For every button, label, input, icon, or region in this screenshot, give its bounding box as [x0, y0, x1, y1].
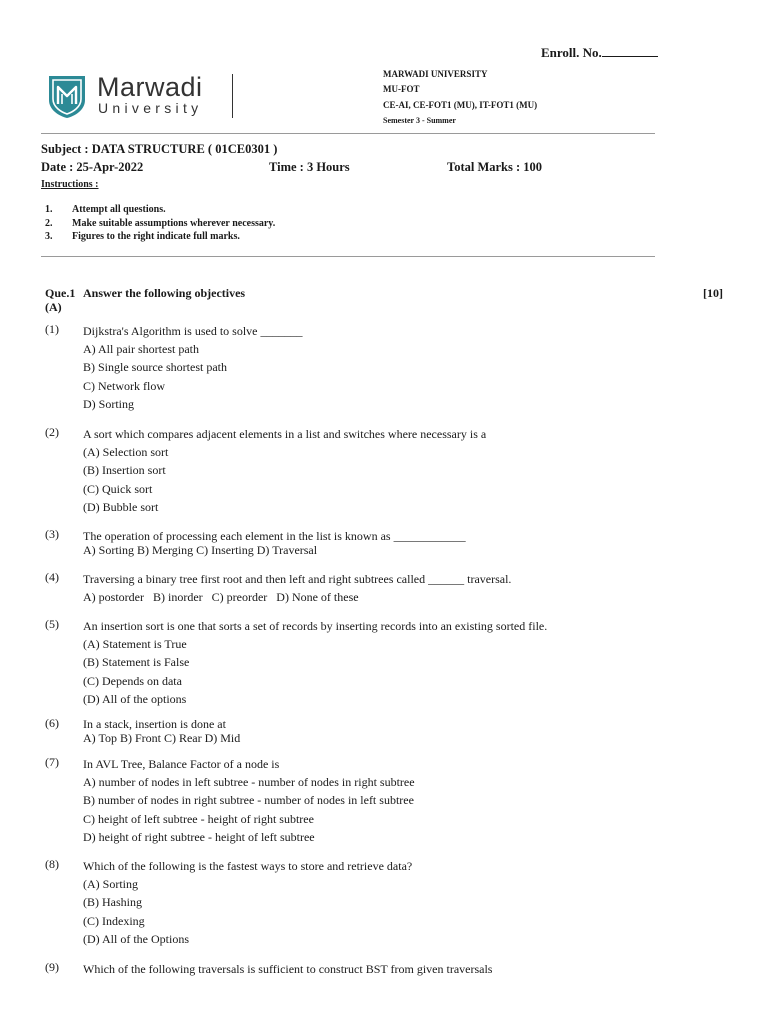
enroll-number-field: [541, 44, 658, 61]
uni-info-line: MARWADI UNIVERSITY: [383, 69, 488, 79]
question-text: Which of the following traversals is sufficient to construct BST from given traversals: [83, 962, 493, 976]
question-item: [83, 617, 547, 708]
question-number: (9): [45, 960, 59, 974]
question-item: [83, 530, 466, 557]
option: A) Top B) Front C) Rear D) Mid: [83, 730, 241, 745]
question-item: [83, 960, 492, 978]
question-number: (8): [45, 857, 59, 871]
logo-name: Marwadi: [97, 72, 203, 102]
enroll-blank-line: [602, 44, 658, 57]
divider: [41, 133, 655, 134]
instructions-title: Instructions :: [41, 179, 99, 190]
question-item: [83, 570, 511, 606]
option: A) Sorting B) Merging C) Inserting D) Traversal: [83, 542, 318, 557]
option: C) height of left subtree - height of right subtree: [83, 811, 314, 826]
instruction-item: 3. Figures to the right indicate full marks.: [45, 231, 240, 242]
question-text: An insertion sort is one that sorts a set of records by inserting records into an existing sorted file.: [83, 619, 548, 633]
option: B) Single source shortest path: [83, 360, 227, 375]
question-number: (2): [45, 425, 59, 439]
exam-time: Time : 3 Hours: [269, 160, 350, 174]
university-logo: [47, 72, 247, 122]
question-group-label: Que.1 (A): [45, 286, 76, 314]
option: (D) All of the options: [83, 691, 187, 706]
question-group-marks: [10]: [703, 286, 723, 300]
option: (A) Sorting: [83, 877, 138, 892]
shield-icon: [47, 74, 87, 119]
logo-subtitle: University: [98, 100, 203, 116]
option: (D) Bubble sort: [83, 499, 159, 514]
instructions-list: [45, 203, 275, 244]
option: D) Sorting: [83, 396, 134, 411]
option: (B) Insertion sort: [83, 463, 166, 478]
question-text: The operation of processing each element in the list is known as ____________: [83, 529, 466, 543]
enroll-label: Enroll. No.: [541, 45, 602, 60]
option: (B) Hashing: [83, 895, 142, 910]
option: A) All pair shortest path: [83, 342, 199, 357]
option: (D) All of the Options: [83, 931, 189, 946]
option: (C) Depends on data: [83, 673, 182, 688]
uni-info-line: MU-FOT: [383, 84, 420, 95]
option: A) number of nodes in left subtree - number of nodes in right subtree: [83, 775, 415, 790]
question-text: Traversing a binary tree first root and then left and right subtrees called ______ traversal.: [83, 572, 512, 586]
question-item: [83, 718, 240, 745]
option: (A) Selection sort: [83, 445, 169, 460]
instruction-item: 1. Attempt all questions.: [45, 204, 166, 215]
question-group-title: Answer the following objectives: [83, 286, 246, 300]
logo-divider: [232, 74, 233, 118]
question-item: [83, 755, 415, 846]
uni-info-line: Semester 3 - Summer: [383, 116, 456, 126]
question-text: Dijkstra's Algorithm is used to solve _______: [83, 324, 303, 338]
question-number: (5): [45, 617, 59, 631]
question-number: (7): [45, 755, 59, 769]
question-text: A sort which compares adjacent elements in a list and switches where necessary is a: [83, 427, 487, 441]
option: A) postorder B) inorder C) preorder D) None of these: [83, 590, 359, 605]
option: B) number of nodes in right subtree - number of nodes in left subtree: [83, 793, 414, 808]
university-info: [383, 67, 537, 129]
option: (B) Statement is False: [83, 655, 190, 670]
question-item: [83, 425, 486, 516]
option: (C) Indexing: [83, 913, 145, 928]
question-text: Which of the following is the fastest ways to store and retrieve data?: [83, 859, 413, 873]
question-number: (6): [45, 716, 59, 730]
option: (A) Statement is True: [83, 637, 187, 652]
instruction-item: 2. Make suitable assumptions wherever necessary.: [45, 217, 276, 229]
question-number: (4): [45, 570, 59, 584]
exam-date: Date : 25-Apr-2022: [41, 160, 144, 174]
total-marks: Total Marks : 100: [447, 160, 543, 174]
subject-line: Subject : DATA STRUCTURE ( 01CE0301 ): [41, 142, 278, 156]
question-text: In AVL Tree, Balance Factor of a node is: [83, 757, 280, 771]
question-number: (1): [45, 322, 59, 336]
option: (C) Quick sort: [83, 481, 153, 496]
question-text: In a stack, insertion is done at: [83, 717, 226, 731]
question-item: [83, 322, 303, 413]
option: D) height of right subtree - height of left subtree: [83, 829, 315, 844]
question-number: (3): [45, 527, 59, 541]
question-item: [83, 857, 412, 948]
divider: [41, 256, 655, 257]
uni-info-line: CE-AI, CE-FOT1 (MU), IT-FOT1 (MU): [383, 99, 538, 110]
option: C) Network flow: [83, 378, 165, 393]
